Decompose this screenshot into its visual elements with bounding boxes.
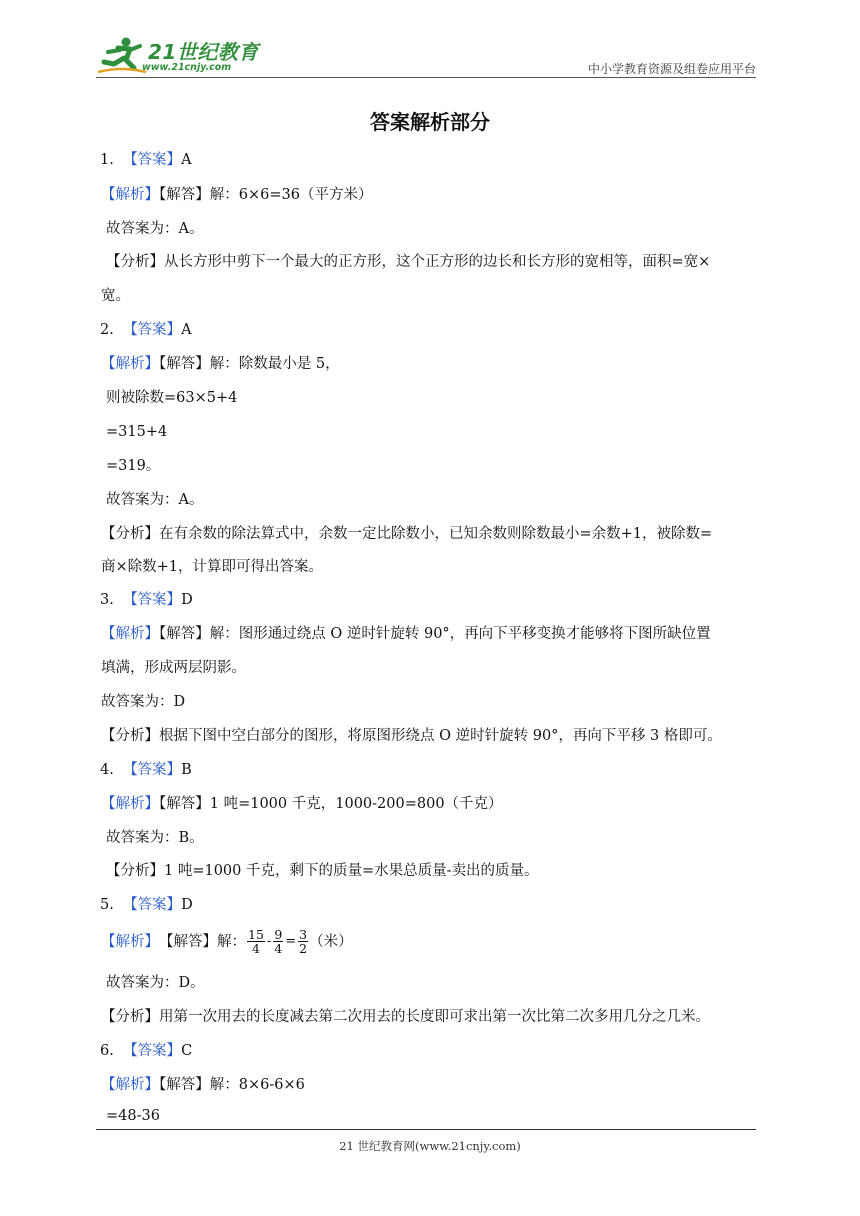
minus-sign: - <box>266 933 272 949</box>
q3-answer: D <box>181 592 193 608</box>
q1-solution-row <box>101 185 372 205</box>
q2-step3: =319。 <box>106 458 161 474</box>
q2-conclusion: 故答案为：A。 <box>106 492 204 508</box>
q6-step1: =48-36 <box>106 1108 160 1124</box>
q1-conclusion: 故答案为：A。 <box>106 221 204 237</box>
q1-answer-tag: 【答案】 <box>123 152 182 168</box>
q3-analysis: 【分析】根据下图中空白部分的图形，将原图形绕点 O 逆时针旋转 90°，再向下平移 3 格即可。 <box>101 728 722 744</box>
q3-conclusion: 故答案为：D <box>101 694 186 710</box>
platform-label: 中小学教育资源及组卷应用平台 <box>587 62 756 76</box>
q1-jiexi-tag: 【解析】 <box>101 187 159 203</box>
q5-answer: D <box>181 897 193 913</box>
q6-jiexi-tag: 【解析】 <box>101 1077 159 1093</box>
q4-answer-tag: 【答案】 <box>123 762 182 778</box>
q1-answer-row <box>100 150 192 170</box>
q1-solution: 【解答】解：6×6=36（平方米） <box>159 187 373 203</box>
q2-answer: A <box>181 322 192 338</box>
footer-divider <box>96 1129 756 1130</box>
q2-analysis-cont: 商×除数+1，计算即可得出答案。 <box>101 559 324 575</box>
header-divider <box>96 77 756 78</box>
fraction-denominator: 4 <box>251 941 260 956</box>
fraction <box>298 928 308 955</box>
q5-analysis: 【分析】用第一次用去的长度减去第二次用去的长度即可求出第一次比第二次多用几分之几米。 <box>101 1009 710 1025</box>
logo-url: www.21cnjy.com <box>142 62 232 73</box>
fraction <box>247 928 265 955</box>
q2-answer-tag: 【答案】 <box>123 322 182 338</box>
q5-jiexi-tag: 【解析】 <box>101 933 159 950</box>
logo <box>96 34 266 78</box>
fraction-denominator: 4 <box>274 941 283 956</box>
q2-jiexi-tag: 【解析】 <box>101 356 159 372</box>
q6-answer-row <box>100 1041 192 1061</box>
q6-solution-row <box>101 1075 305 1095</box>
q1-number: 1. <box>100 152 114 168</box>
q2-analysis: 【分析】在有余数的除法算式中，余数一定比除数小，已知余数则除数最小=余数+1，被除数= <box>101 526 713 542</box>
q5-solution-prefix: 【解答】解： <box>159 933 246 950</box>
fraction-numerator: 3 <box>299 927 308 942</box>
q3-number: 3. <box>100 592 114 608</box>
fraction-denominator: 2 <box>299 941 308 956</box>
q5-answer-row <box>100 895 193 915</box>
q4-analysis: 【分析】1 吨=1000 千克，剩下的质量=水果总质量-卖出的质量。 <box>106 863 539 879</box>
page-header <box>96 34 756 78</box>
q2-solution: 【解答】解：除数最小是 5， <box>159 356 340 372</box>
page-title: 答案解析部分 <box>370 110 490 134</box>
fraction <box>273 928 283 955</box>
q5-conclusion: 故答案为：D。 <box>106 975 205 991</box>
q4-conclusion: 故答案为：B。 <box>106 830 204 846</box>
q6-solution: 【解答】解：8×6-6×6 <box>159 1077 305 1093</box>
q3-solution: 【解答】解：图形通过绕点 O 逆时针旋转 90°，再向下平移变换才能够将下图所缺位置 <box>159 626 711 642</box>
q5-answer-tag: 【答案】 <box>123 897 182 913</box>
q3-solution-cont: 填满，形成两层阴影。 <box>101 660 246 676</box>
q6-number: 6. <box>100 1043 114 1059</box>
q2-answer-row <box>100 320 192 340</box>
q1-answer: A <box>181 152 192 168</box>
q3-answer-row <box>100 590 193 610</box>
q4-jiexi-tag: 【解析】 <box>101 796 159 812</box>
equals-sign: = <box>285 933 297 949</box>
q6-answer: C <box>181 1043 193 1059</box>
q2-step2: =315+4 <box>106 424 168 440</box>
q2-number: 2. <box>100 322 114 338</box>
q5-solution-row <box>101 928 353 955</box>
q4-answer-row <box>100 760 192 780</box>
fraction-numerator: 15 <box>248 927 264 942</box>
q4-solution: 【解答】1 吨=1000 千克，1000-200=800（千克） <box>159 796 503 812</box>
footer-text: 21 世纪教育网(www.21cnjy.com) <box>339 1139 521 1153</box>
q4-solution-row <box>101 794 503 814</box>
q3-jiexi-tag: 【解析】 <box>101 626 159 642</box>
q1-analysis-cont: 宽。 <box>101 288 130 304</box>
q4-answer: B <box>181 762 192 778</box>
q2-step1: 则被除数=63×5+4 <box>106 390 238 406</box>
q2-solution-row <box>101 354 340 374</box>
q4-number: 4. <box>100 762 114 778</box>
runner-logo-icon <box>96 36 148 76</box>
q5-unit: （米） <box>309 933 353 950</box>
logo-text: 21世纪教育 <box>148 40 259 64</box>
q1-analysis: 【分析】从长方形中剪下一个最大的正方形，这个正方形的边长和长方形的宽相等，面积=宽× <box>106 254 711 270</box>
fraction-numerator: 9 <box>274 927 283 942</box>
q3-solution-row <box>101 624 711 644</box>
q6-answer-tag: 【答案】 <box>123 1043 182 1059</box>
q5-number: 5. <box>100 897 114 913</box>
q3-answer-tag: 【答案】 <box>123 592 182 608</box>
